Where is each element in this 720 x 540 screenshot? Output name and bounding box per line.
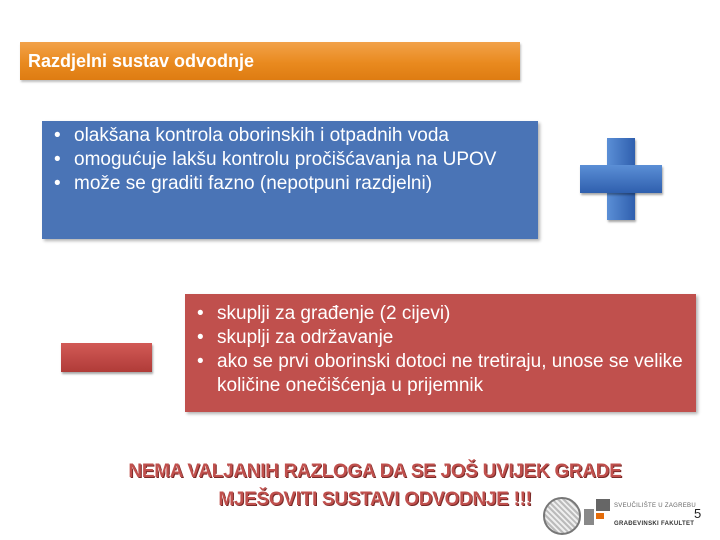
advantage-item — [52, 124, 532, 148]
slide-title-bar — [20, 42, 520, 80]
logo-faculty-name: GRAĐEVINSKI FAKULTET — [614, 521, 695, 527]
advantage-item — [52, 148, 532, 172]
bullet-icon: • — [54, 173, 61, 194]
logo-university-name: SVEUČILIŠTE U ZAGREBU — [614, 503, 696, 509]
warning-line-1: NEMA VALJANIH RAZLOGA DA SE JOŠ UVIJEK GRADE — [128, 461, 622, 482]
bullet-icon: • — [197, 303, 204, 324]
bullet-icon: • — [197, 327, 204, 348]
advantage-text: može se graditi fazno (nepotpuni razdjelni) — [74, 173, 433, 194]
disadvantage-item — [195, 302, 690, 326]
advantages-box — [42, 121, 538, 239]
disadvantage-item — [195, 350, 690, 398]
slide-title: Razdjelni sustav odvodnje — [28, 51, 255, 71]
advantage-item — [52, 172, 532, 196]
disadvantage-item — [195, 326, 690, 350]
university-seal-icon — [543, 497, 581, 535]
page-number: 5 — [694, 506, 702, 521]
minus-icon — [61, 343, 152, 372]
advantage-text: omogućuje lakšu kontrolu pročišćavanja na UPOV — [74, 149, 497, 170]
disadvantage-text: skuplji za održavanje — [217, 327, 394, 348]
disadvantages-list — [195, 302, 690, 398]
disadvantages-box — [185, 294, 696, 412]
disadvantage-text: skuplji za građenje (2 cijevi) — [217, 303, 451, 324]
disadvantage-text: ako se prvi oborinski dotoci ne tretiraju, unose se velike količine onečišćenja u prijemnik — [217, 351, 683, 396]
plus-icon — [580, 138, 662, 220]
bullet-icon: • — [54, 125, 61, 146]
warning-line-2: MJEŠOVITI SUSTAVI ODVODNJE !!! — [218, 489, 532, 510]
advantage-text: olakšana kontrola oborinskih i otpadnih voda — [74, 125, 449, 146]
faculty-logo-icon — [584, 499, 610, 525]
bullet-icon: • — [197, 351, 204, 372]
advantages-list — [52, 124, 532, 196]
bullet-icon: • — [54, 149, 61, 170]
